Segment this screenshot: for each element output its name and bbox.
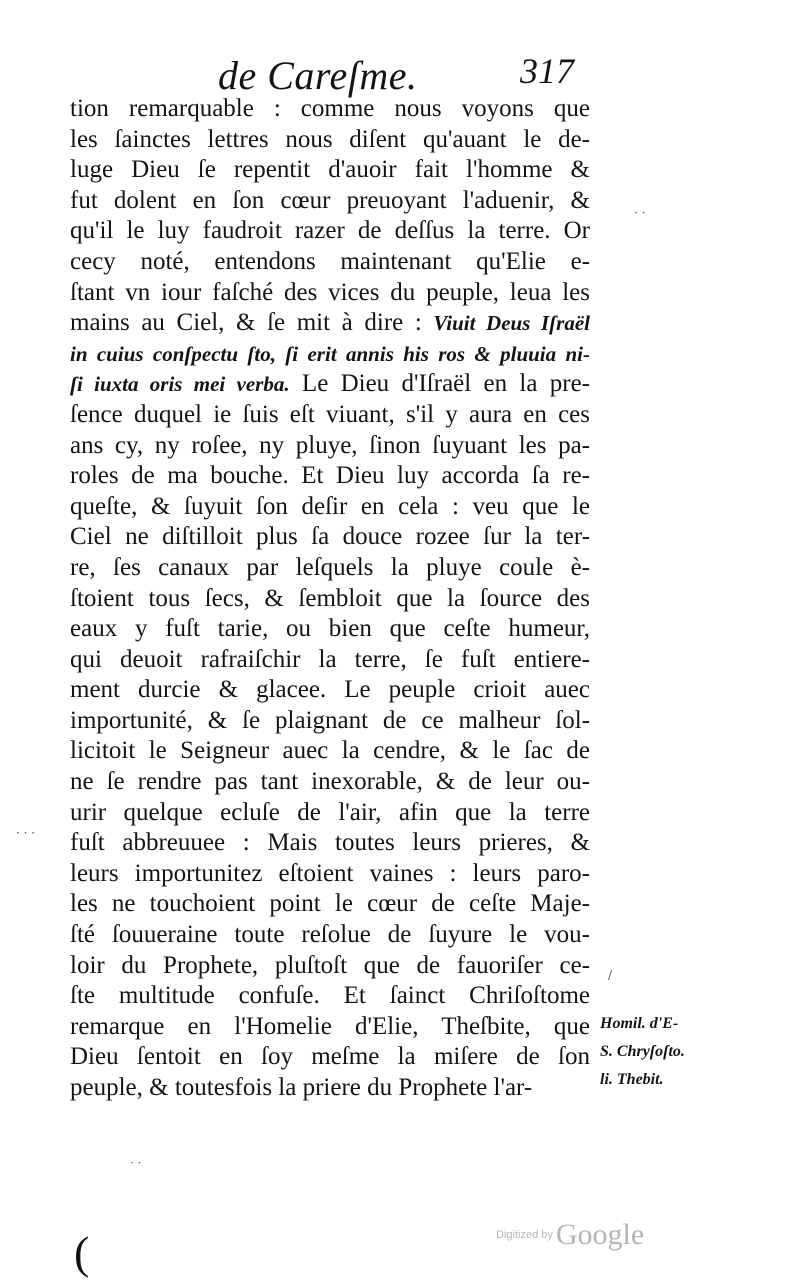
text-line: fut dolent en ſon cœur preuoyant l'aduenir, &: [70, 186, 590, 214]
text-line: ne ſe rendre pas tant inexorable, & de leur ou-: [70, 768, 590, 796]
watermark-logo: Google: [555, 1218, 645, 1251]
text-line: [70, 308, 590, 339]
text-line: importunité, & ſe plaignant de ce malheur ſol-: [70, 706, 590, 734]
text-line: loir du Prophete, pluſtoſt que de fauoriſer ce-: [70, 951, 590, 979]
text-line: qu'il le luy faudroit razer de deſſus la terre. Or: [70, 217, 590, 245]
text-segment: mains au Ciel, & ſe mit à dire :: [70, 309, 422, 337]
bracket-mark: (: [74, 1227, 90, 1278]
text-line: remarque en l'Homelie d'Elie, Theſbite, que: [70, 1012, 590, 1040]
text-line: fuſt abbreuuee : Mais toutes leurs prieres, &: [70, 829, 590, 857]
ink-speck: /: [608, 968, 613, 982]
ink-speck: · ·: [130, 1156, 142, 1170]
text-line: Ciel ne diſtilloit plus ſa douce rozee ſur la ter-: [70, 523, 590, 551]
text-line: re, ſes canaux par leſquels la pluye coule è-: [70, 553, 590, 581]
margin-notes: [600, 1010, 720, 1094]
text-line: ſté ſouueraine toute reſolue de ſuyure le vou-: [70, 921, 590, 949]
text-line: eaux y fuſt tarie, ou bien que ceſte humeur,: [70, 615, 590, 643]
page-number: 317: [520, 51, 574, 91]
text-line: roles de ma bouche. Et Dieu luy accorda ſa re-: [70, 462, 590, 490]
body-text: [70, 94, 590, 1104]
text-line: peuple, & toutesfois la priere du Prophete l'ar-: [70, 1074, 533, 1101]
margin-note: S. Chryſoſto.: [600, 1043, 685, 1060]
text-line: urir quelque ecluſe de l'air, afin que la terre: [70, 798, 590, 826]
text-line: ſtoient tous ſecs, & ſembloit que la ſource des: [70, 584, 590, 612]
text-line: [70, 369, 590, 400]
text-segment: Le Dieu d'Iſraël en la pre-: [301, 370, 591, 398]
google-watermark: [496, 1218, 644, 1252]
text-line: licitoit le Seigneur auec la cendre, & le ſac de: [70, 737, 590, 765]
ink-speck: · · ·: [16, 826, 36, 840]
latin-quote: Viuit Deus Iſraël: [433, 311, 590, 336]
latin-quote: in cuius conſpectu ſto, ſi erit annis his ros & pluuia ni-: [70, 341, 590, 366]
text-line: ſence duquel ie ſuis eſt viuant, s'il y aura en ces: [70, 400, 590, 428]
text-line: ment durcie & glacee. Le peuple crioit auec: [70, 676, 590, 704]
running-title: de Careſme.: [218, 53, 418, 98]
ink-speck: · ·: [634, 206, 646, 220]
text-line: tion remarquable : comme nous voyons que: [70, 95, 590, 122]
margin-note: Homil. d'E-: [600, 1015, 679, 1032]
text-line: les ſainctes lettres nous diſent qu'auant le de-: [70, 125, 590, 153]
text-line: leurs importunitez eſtoient vaines : leurs paro-: [70, 859, 590, 887]
text-line: Dieu ſentoit en ſoy meſme la miſere de ſon: [70, 1043, 590, 1071]
text-line: ans cy, ny roſee, ny pluye, ſinon ſuyuant les pa-: [70, 431, 590, 459]
text-line: les ne touchoient point le cœur de ceſte Maje-: [70, 890, 590, 918]
text-line: ſte multitude confuſe. Et ſainct Chriſoſtome: [70, 982, 590, 1010]
text-line: queſte, & ſuyuit ſon deſir en cela : veu que le: [70, 492, 590, 520]
text-line: ſtant vn iour faſché des vices du peuple, leua les: [70, 278, 590, 306]
text-line: luge Dieu ſe repentit d'auoir fait l'homme &: [70, 156, 590, 184]
text-line: cecy noté, entendons maintenant qu'Elie e-: [70, 247, 590, 275]
text-line: [70, 339, 590, 370]
latin-quote: ſi iuxta oris mei verba.: [70, 372, 290, 397]
watermark-prefix: Digitized by: [496, 1229, 553, 1241]
text-line: qui deuoit rafraiſchir la terre, ſe fuſt entiere-: [70, 645, 590, 673]
margin-note: li. Thebit.: [600, 1071, 664, 1088]
